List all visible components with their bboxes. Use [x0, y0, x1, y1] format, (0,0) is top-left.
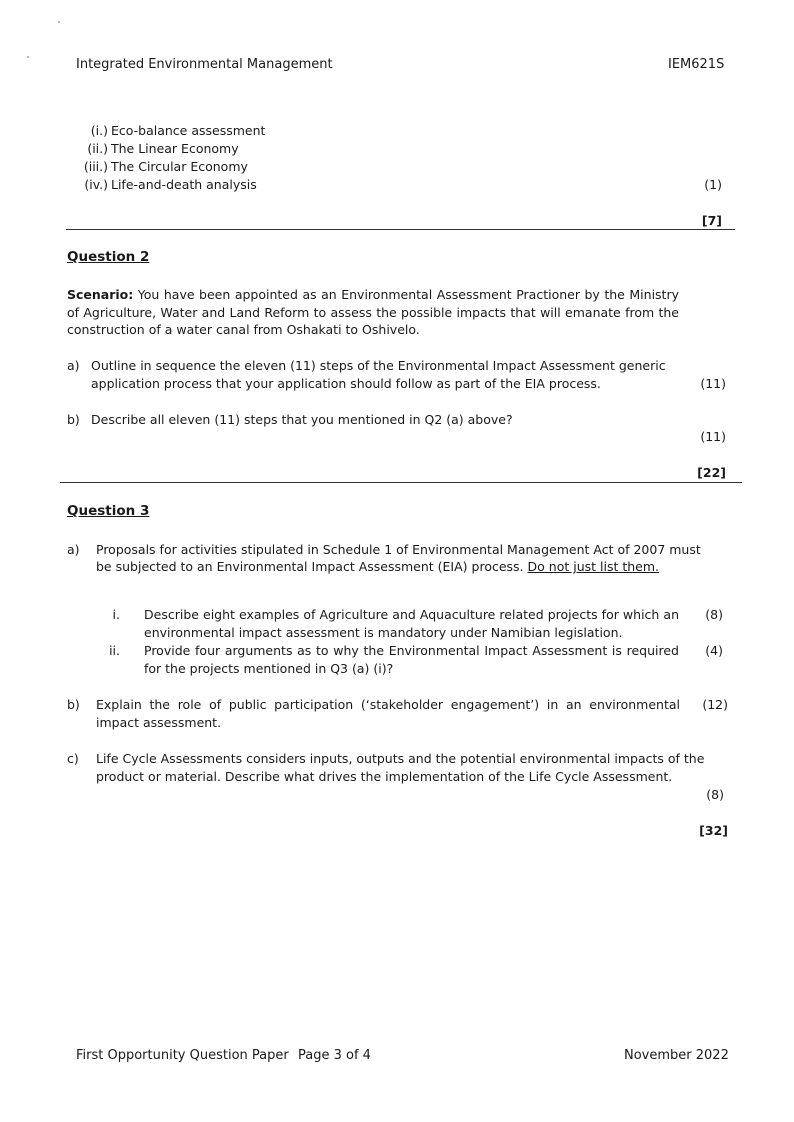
q2a-marks: (11)	[700, 376, 726, 391]
q2a-letter: a)	[67, 358, 80, 373]
q3a-text-plain: be subjected to an Environmental Impact Assessment (EIA) process.	[96, 559, 524, 574]
q3a-sub-number: ii.	[109, 643, 120, 658]
q3a-sub-text: Provide four arguments as to why the Environmental Impact Assessment is required for the projects mentioned in Q3 (a) (i)?	[144, 643, 679, 676]
q3-total-marks: [32]	[699, 823, 728, 838]
q1-option-text: Life-and-death analysis	[111, 177, 257, 192]
q3a-sub-text: Describe eight examples of Agriculture and Aquaculture related projects for which an environmental impact assessment is mandatory under Namibian legislation.	[144, 607, 679, 640]
q2-total-marks: [22]	[697, 465, 726, 480]
q1-option-number: (ii.)	[87, 141, 108, 156]
header-course-code: IEM621S	[668, 57, 725, 72]
q1-option-number: (iii.)	[83, 159, 108, 174]
header-course-title: Integrated Environmental Management	[76, 57, 333, 72]
q3b-text: Explain the role of public participation (‘stakeholder engagement’) in an environmental impact assessment.	[96, 697, 680, 730]
scan-speck	[27, 56, 29, 58]
q3b-letter: b)	[67, 697, 80, 712]
question-2-heading: Question 2	[67, 249, 150, 265]
q2b-text: Describe all eleven (11) steps that you mentioned in Q2 (a) above?	[91, 412, 513, 427]
q3b-marks: (12)	[702, 697, 728, 712]
q3a-sub-number: i.	[112, 607, 120, 622]
q3a-text-emphasis: Do not just list them.	[527, 559, 660, 574]
q1-total-marks: [7]	[701, 213, 722, 228]
q2a-text-line2: application process that your application should follow as part of the EIA process.	[91, 376, 601, 391]
scenario-label: Scenario:	[67, 287, 134, 302]
scan-speck	[58, 21, 60, 23]
section-divider	[66, 229, 735, 230]
q1-option-number: (i.)	[90, 123, 108, 138]
question-3-heading: Question 3	[67, 503, 150, 519]
q1-option-marks: (1)	[704, 177, 722, 192]
q3c-text-line1: Life Cycle Assessments considers inputs, outputs and the potential environmental impacts of the	[96, 751, 705, 766]
q3a-text-line2	[96, 558, 659, 576]
q3c-letter: c)	[67, 751, 79, 766]
section-divider	[60, 482, 742, 483]
q3c-marks: (8)	[706, 787, 724, 802]
scenario-text: You have been appointed as an Environmental Assessment Practioner by the Ministry of Agriculture, Water and Land Reform to assess the possible impacts that will emanate from the construction of a water canal from Oshakati to Oshivelo.	[67, 287, 679, 337]
q3c-text-line2: product or material. Describe what drives the implementation of the Life Cycle Assessment.	[96, 769, 673, 784]
footer-page-number: Page 3 of 4	[298, 1048, 371, 1063]
q2b-letter: b)	[67, 412, 80, 427]
q1-option-text: The Linear Economy	[111, 141, 239, 156]
q1-option-text: The Circular Economy	[111, 159, 248, 174]
q3a-text-line1: Proposals for activities stipulated in Schedule 1 of Environmental Management Act of 2007 must	[96, 542, 701, 557]
q3a-sub-marks: (4)	[705, 643, 723, 658]
q3a-letter: a)	[67, 542, 80, 557]
footer-paper-type: First Opportunity Question Paper	[76, 1048, 289, 1063]
q2a-text-line1: Outline in sequence the eleven (11) steps of the Environmental Impact Assessment generic	[91, 358, 666, 373]
q2b-marks: (11)	[700, 429, 726, 444]
footer-date: November 2022	[624, 1048, 729, 1063]
q3a-sub-marks: (8)	[705, 607, 723, 622]
q2-scenario	[67, 286, 679, 339]
q1-option-number: (iv.)	[84, 177, 108, 192]
q1-option-text: Eco-balance assessment	[111, 123, 266, 138]
